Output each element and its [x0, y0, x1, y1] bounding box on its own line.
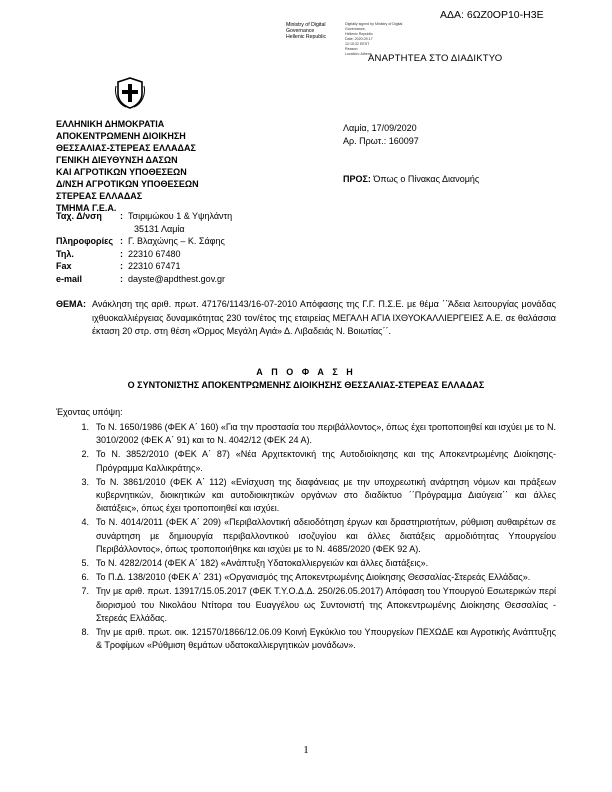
item-number: 3. [81, 476, 89, 487]
issuer-header [56, 118, 199, 214]
subject-block [56, 298, 556, 339]
list-item [56, 571, 556, 584]
item-text: Την με αριθ. πρωτ. οικ. 121570/1866/12.06.09 Κοινή Εγκύκλιο του Υπουργείων ΠΕΧΩΔΕ και Αγροτικής Ανάπτυξης & Τροφίμων «Ρύθμιση θεμάτων υδατοκαλλιεργητικών μονάδων». [96, 627, 556, 651]
item-text: Το Ν. 4282/2014 (ΦΕΚ Α΄ 182) «Ανάπτυξη Υδατοκαλλιεργειών και άλλες διατάξεις». [96, 558, 429, 569]
item-text: Το Ν. 3861/2010 (ΦΕΚ Α΄ 112) «Ενίσχυση της διαφάνειας με την υποχρεωτική ανάρτηση νόμων και πράξεων κυβερνητικών, διοικητικών και αυτοδιοικητικών οργάνων στο διαδίκτυο ΄΄Πρόγραμμα Διαύγεια΄΄ και άλλες διατάξεις», όπως έχει τροποποιηθεί και ισχύει. [96, 476, 556, 514]
item-number: 5. [81, 558, 89, 569]
contact-block: Ταχ. Δ/νση : Τσιριμώκου 1 & Υψηλάντη 35131 Λαμία Πληροφορίες : Γ. Βλαχώνης – Κ. Σάφης Τηλ. : 22310 67480 Fax : 22310 67471 e-mail : dayste@apdthest.gov.gr [56, 211, 233, 284]
info-label: Πληροφορίες [56, 236, 114, 246]
recipient-value: Όπως ο Πίνακας Διανομής [373, 174, 480, 184]
ada-code: ΑΔΑ: 6ΩΖ0ΟΡ10-Η3Ε [440, 9, 544, 21]
signature-line: Hellenic Republic [286, 34, 327, 41]
signature-detail-line: Hellenic Republic [345, 32, 373, 36]
tel-value: 22310 67480 [128, 248, 181, 259]
digital-signature-details [345, 22, 415, 57]
list-item [56, 516, 556, 556]
place-date-block [343, 122, 419, 147]
posting-notice: ΑΝΑΡΤΗΤΕΑ ΣΤΟ ΔΙΑΔΙΚΤΥΟ [368, 53, 503, 64]
item-text: Την με αριθ. πρωτ. 13917/15.05.2017 (ΦΕΚ Τ.Υ.Ο.Δ.Δ. 250/26.05.2017) Απόφαση του Υπουργού Εσωτερικών περί διορισμού του Νικολάου Ντίτορα του Ευαγγέλου ως Συντονιστή της Αποκεντρωμένης Διοίκησης Θεσσαλίας - Στερεάς Ελλάδας. [96, 586, 556, 623]
list-item [56, 421, 556, 447]
item-number: 7. [81, 586, 89, 597]
recipient-line [343, 174, 479, 184]
fax-label: Fax [56, 261, 72, 271]
signature-detail-line: Digitally signed by Ministry of Digital [345, 22, 403, 26]
info-value: Γ. Βλαχώνης – Κ. Σάφης [128, 236, 225, 246]
signature-detail-line: 12:15:32 EEST [345, 42, 370, 46]
list-item [56, 585, 556, 625]
item-text: Το Π.Δ. 138/2010 (ΦΕΚ Α΄ 231) «Οργανισμός της Αποκεντρωμένης Διοίκησης Θεσσαλίας-Στερεάς Ελλάδας». [96, 572, 531, 583]
item-number: 8. [81, 627, 89, 638]
protocol-number: Αρ. Πρωτ.: 160097 [343, 135, 419, 146]
email-value[interactable]: dayste@apdthest.gov.gr [128, 273, 226, 284]
decision-title: Α Π Ο Φ Α Σ Η [256, 367, 356, 377]
fax-value: 22310 67471 [128, 261, 181, 271]
header-line: Δ/ΝΣΗ ΑΓΡΟΤΙΚΩΝ ΥΠΟΘΕΣΕΩΝ [56, 179, 199, 189]
header-line: ΚΑΙ ΑΓΡΟΤΙΚΩΝ ΥΠΟΘΕΣΕΩΝ [56, 167, 187, 177]
item-number: 4. [81, 517, 89, 528]
header-line: ΤΜΗΜΑ Γ.Ε.Α. [56, 203, 117, 213]
list-item [56, 448, 556, 474]
list-item [56, 626, 556, 652]
email-label: e-mail [56, 273, 83, 284]
signature-line: Ministry of Digital [286, 22, 326, 28]
item-number: 6. [81, 572, 89, 583]
greek-emblem-icon [114, 76, 146, 110]
header-line: ΘΕΣΣΑΛΙΑΣ-ΣΤΕΡΕΑΣ ΕΛΛΑΔΑΣ [56, 143, 196, 153]
considerations-intro: Έχοντας υπόψη: [56, 407, 123, 417]
subject-label: ΘΕΜΑ: [56, 299, 86, 309]
header-line: ΣΤΕΡΕΑΣ ΕΛΛΑΔΑΣ [56, 191, 143, 201]
address-line1: Τσιριμώκου 1 & Υψηλάντη [128, 211, 233, 221]
item-text: Το Ν. 1650/1986 (ΦΕΚ Α΄ 160) «Για την προστασία του περιβάλλοντος», όπως έχει τροποποιηθεί και ισχύει με το Ν. 3010/2002 (ΦΕΚ Α΄ 91) και το Ν. 4042/12 (ΦΕΚ 24 Α). [96, 422, 556, 446]
signature-line: Governance [286, 28, 315, 35]
header-line: ΑΠΟΚΕΝΤΡΩΜΕΝΗ ΔΙΟΙΚΗΣΗ [56, 131, 186, 141]
recipient-label: ΠΡΟΣ: [343, 174, 371, 184]
digital-signature-label [286, 22, 342, 41]
signature-detail-line: Date: 2020.09.17 [345, 37, 373, 41]
header-line: ΓΕΝΙΚΗ ΔΙΕΥΘΥΝΣΗ ΔΑΣΩΝ [56, 155, 178, 165]
place-date: Λαμία, 17/09/2020 [343, 123, 417, 133]
tel-label: Τηλ. [56, 248, 74, 259]
signature-detail-line: Governance, [345, 27, 366, 31]
considerations-list [56, 421, 556, 653]
item-text: Το Ν. 4014/2011 (ΦΕΚ Α΄ 209) «Περιβαλλοντική αδειοδότηση έργων και δραστηριοτήτων, ρύθμιση αυθαιρέτων σε συνάρτηση με δημιουργία περιβαλλοντικού ισοζυγίου και άλλες διατάξεις αρμοδιότητας Υπουργείου Περιβάλλοντος», όπως τροποποιήθηκε και ισχύει με το Ν. 4685/2020 (ΦΕΚ 92 Α). [96, 517, 556, 554]
subject-text: Ανάκληση της αριθ. πρωτ. 47176/1143/16-07-2010 Απόφασης της Γ.Γ. Π.Σ.Ε. με θέμα ΄΄Άδεια λειτουργίας μονάδας ιχθυοκαλλιέργειας δυναμικότητας 230 τον/έτος της εταιρείας ΜΕΓΑΛΗ ΑΓΙΑ ΙΧΘΥΟΚΑΛΛΙΕΡΓΕΙΕΣ Α.Ε. σε θαλάσσια έκταση 20 στρ. στη θέση «Όρμος Μεγάλη Αγιά» Δ. Λιβαδειάς Ν. Βοιωτίας΄΄. [92, 299, 556, 336]
coordinator-title: Ο ΣΥΝΤΟΝΙΣΤΗΣ ΑΠΟΚΕΝΤΡΩΜΕΝΗΣ ΔΙΟΙΚΗΣΗΣ ΘΕΣΣΑΛΙΑΣ-ΣΤΕΡΕΑΣ ΕΛΛΑΔΑΣ [127, 380, 485, 390]
signature-detail-line: Reason: [345, 47, 359, 51]
signature-detail-line: Location: Athens [345, 52, 372, 56]
list-item [56, 476, 556, 516]
address-line2: 35131 Λαμία [134, 223, 185, 234]
item-number: 1. [81, 422, 89, 432]
header-line: ΕΛΛΗΝΙΚΗ ΔΗΜΟΚΡΑΤΙΑ [56, 119, 165, 129]
item-text: Το Ν. 3852/2010 (ΦΕΚ Α΄ 87) «Νέα Αρχιτεκτονική της Αυτοδιοίκησης και της Αποκεντρωμένης Διοίκησης-Πρόγραμμα Καλλικράτης». [96, 449, 556, 473]
page-number: 1 [303, 744, 309, 756]
address-label: Ταχ. Δ/νση [56, 211, 102, 221]
list-item [56, 557, 556, 570]
item-number: 2. [81, 449, 89, 460]
